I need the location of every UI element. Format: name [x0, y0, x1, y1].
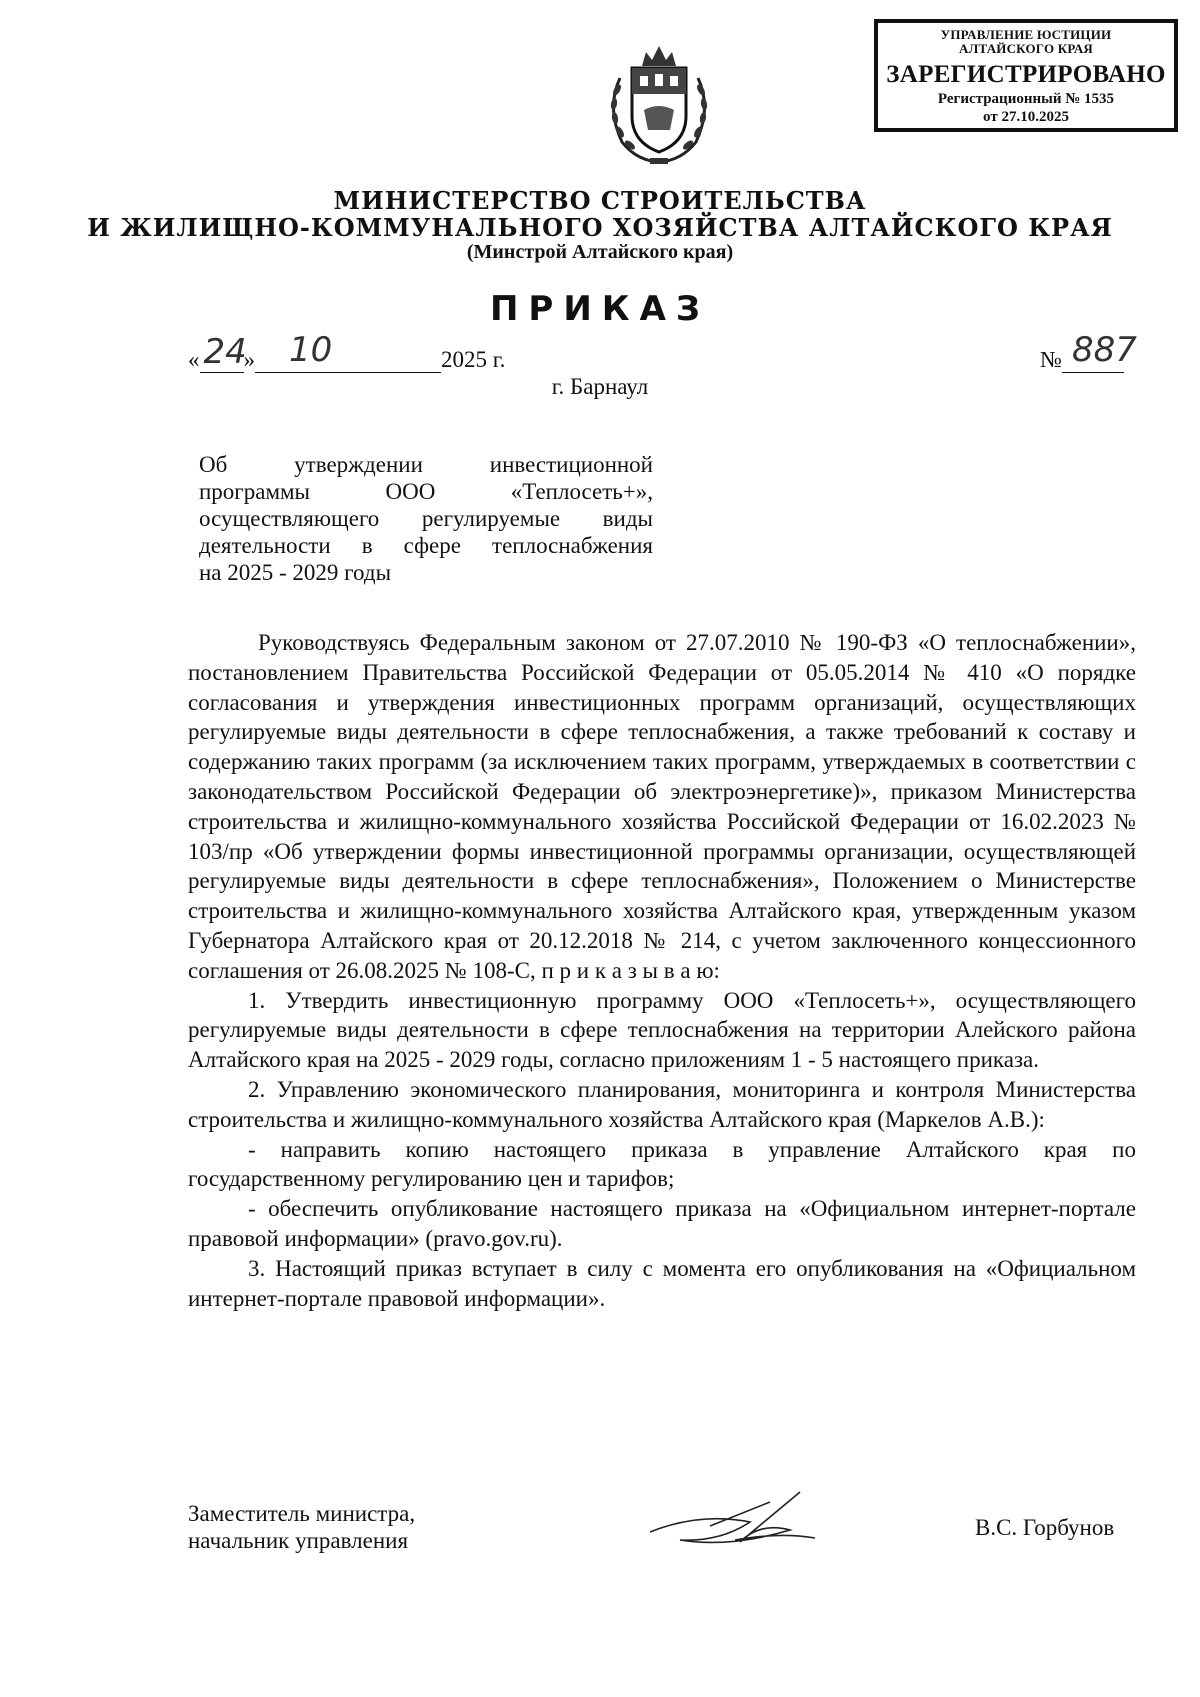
handwritten-day: 24: [203, 332, 247, 372]
clause-2: 2. Управлению экономического планирования, мониторинга и контроля Министерства строительства и жилищно-коммунального хозяйства Алтайского края (Маркелов А.В.):: [188, 1076, 1136, 1132]
city: г. Барнаул: [551, 374, 649, 399]
stamp-date: от 27.10.2025: [983, 109, 1069, 125]
subject-line: на 2025 - 2029 годы: [199, 560, 392, 585]
clause-1: 1. Утвердить инвестиционную программу ООО «Теплосеть+», осуществляющего регулируемые виды деятельности в сфере теплоснабжения на территории Алейского района Алтайского края на 2025 - 2029 годы, согласно приложениям 1 - 5 настоящего приказа.: [188, 987, 1136, 1073]
signatory-name: В.С. Горбунов: [975, 1515, 1115, 1540]
stamp-reg-number: Регистрационный № 1535: [937, 91, 1115, 107]
position-line2: начальник управления: [188, 1528, 409, 1553]
subject-line: Об утверждении инвестиционной: [199, 452, 653, 477]
clause-3: 3. Настоящий приказ вступает в силу с момента его опубликования на «Официальном интернет-портале правовой информации».: [188, 1255, 1136, 1311]
clause-2-item-a: - направить копию настоящего приказа в управление Алтайского края по государственному регулированию цен и тарифов;: [188, 1136, 1136, 1192]
quote-open: «: [188, 347, 200, 372]
order-subject: [199, 451, 653, 586]
month-field: [255, 330, 441, 373]
order-body: [188, 628, 1136, 1313]
preamble-paragraph: Руководствуясь Федеральным законом от 27.07.2010 № 190-ФЗ «О теплоснабжении», постановлением Правительства Российской Федерации от 05.05.2014 № 410 «О порядке согласования и утверждения инвестиционных программ организаций, осуществляющих регулируемые виды деятельности в сфере теплоснабжения, а также требований к составу и содержанию таких программ (за исключением таких программ, утверждаемых в соответствии с законодательством Российской Федерации об электроэнергетике)», приказом Министерства строительства и жилищно-коммунального хозяйства Российской Федерации от 16.02.2023 № 103/пр «Об утверждении формы инвестиционной программы организации, осуществляющей регулируемые виды деятельности в сфере теплоснабжения», Положением о Министерстве строительства и жилищно-коммунального хозяйства Алтайского края, утвержденным указом Губернатора Алтайского края от 20.12.2018 № 214, с учетом заключенного концессионного соглашения от 26.08.2025 № 108-С, п р и к а з ы в а ю:: [188, 630, 1136, 983]
subject-line: программы ООО «Теплосеть+»,: [199, 479, 653, 504]
handwritten-number: 887: [1071, 330, 1137, 370]
ministry-name-line1: МИНИСТЕРСТВО СТРОИТЕЛЬСТВА: [333, 186, 867, 215]
clause-2-item-b: - обеспечить опубликование настоящего приказа на «Официальном интернет-портале правовой информации» (pravo.gov.ru).: [188, 1196, 1136, 1251]
stamp-line1: УПРАВЛЕНИЕ ЮСТИЦИИ: [940, 27, 1112, 42]
position-line1: Заместитель министра,: [188, 1501, 416, 1526]
ministry-name-line2: И ЖИЛИЩНО-КОММУНАЛЬНОГО ХОЗЯЙСТВА АЛТАЙСКОГО КРАЯ: [87, 213, 1113, 242]
date-line: [188, 330, 506, 373]
handwritten-signature-icon: [640, 1482, 840, 1562]
signatory-position: [188, 1500, 415, 1554]
document-type: ПРИКАЗ: [489, 289, 711, 329]
subject-line: осуществляющего регулируемые виды: [199, 506, 653, 531]
order-number: [1040, 330, 1137, 373]
number-field: [1062, 330, 1137, 373]
stamp-line2: АЛТАЙСКОГО КРАЯ: [959, 41, 1093, 56]
subject-line: деятельности в сфере теплоснабжения: [199, 533, 653, 558]
registration-stamp: [874, 19, 1178, 132]
number-label: №: [1040, 347, 1062, 372]
coat-of-arms-icon: [600, 38, 718, 168]
day-field: [200, 332, 247, 373]
handwritten-month: 10: [289, 330, 333, 370]
stamp-status: ЗАРЕГИСТРИРОВАНО: [886, 61, 1166, 88]
year-text: 2025 г.: [441, 347, 506, 372]
ministry-short-name: (Минстрой Алтайского края): [466, 241, 734, 263]
quote-close: »: [243, 347, 255, 372]
